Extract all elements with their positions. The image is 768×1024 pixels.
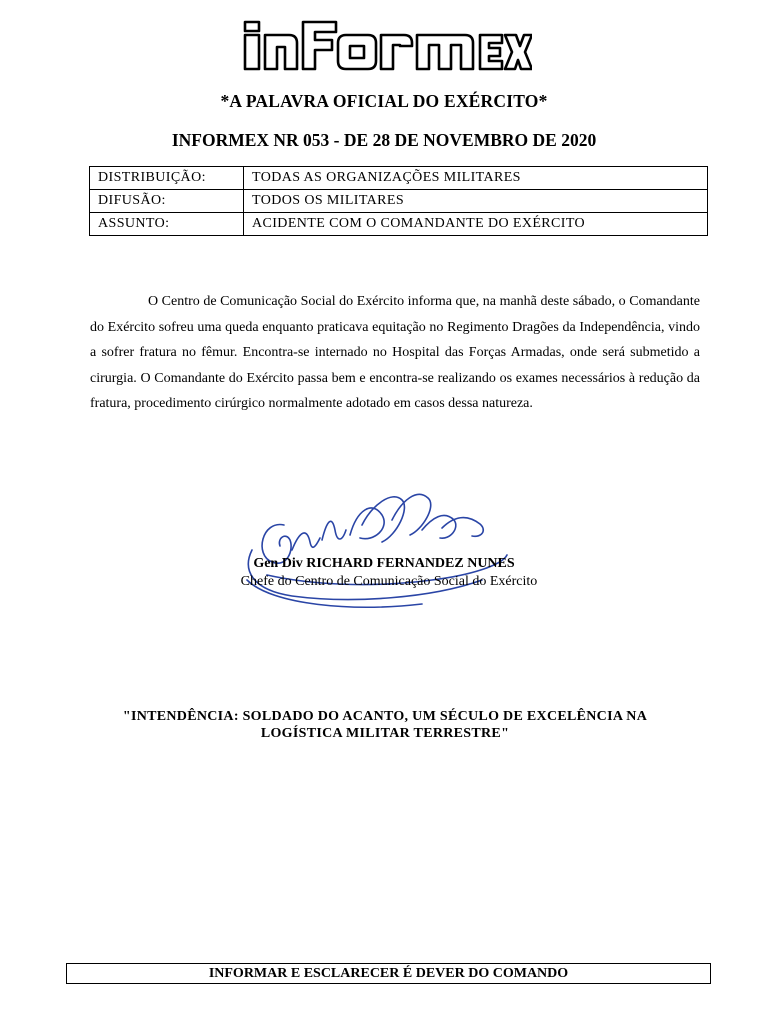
distribution-table [89, 166, 708, 236]
subject-label: ASSUNTO: [90, 213, 244, 236]
document-title: INFORMEX NR 053 - DE 28 DE NOVEMBRO DE 2020 [171, 130, 597, 150]
diffusion-value: TODOS OS MILITARES [244, 190, 708, 213]
informex-logo [240, 20, 532, 72]
signature-mark [232, 480, 512, 620]
distribution-label: DISTRIBUIÇÃO: [90, 167, 244, 190]
table-row [90, 190, 708, 213]
closing-quote: "INTENDÊNCIA: SOLDADO DO ACANTO, UM SÉCULO DE EXCELÊNCIA NA LOGÍSTICA MILITAR TERRESTRE" [122, 709, 648, 741]
body-paragraph: O Centro de Comunicação Social do Exército informa que, na manhã deste sábado, o Comandante do Exército sofreu uma queda enquanto praticava equitação no Regimento Dragões da Independência, vindo a sofrer fratura no fêmur. Encontra-se internado no Hospital das Forças Armadas, onde será submetido a cirurgia. O Comandante do Exército passa bem e encontra-se realizando os exames necessários à redução da fratura, procedimento cirúrgico normalmente adotado em casos dessa natureza. [90, 294, 700, 412]
subject-value: ACIDENTE COM O COMANDANTE DO EXÉRCITO [244, 213, 708, 236]
table-row [90, 213, 708, 236]
footer-slogan: INFORMAR E ESCLARECER É DEVER DO COMANDO [66, 963, 711, 984]
motto-heading: *A PALAVRA OFICIAL DO EXÉRCITO* [220, 91, 548, 111]
signer-role: Chefe do Centro de Comunicação Social do Exército [240, 574, 538, 589]
signer-name: Gen Div RICHARD FERNANDEZ NUNES [253, 556, 515, 571]
diffusion-label: DIFUSÃO: [90, 190, 244, 213]
distribution-value: TODAS AS ORGANIZAÇÕES MILITARES [244, 167, 708, 190]
table-row [90, 167, 708, 190]
